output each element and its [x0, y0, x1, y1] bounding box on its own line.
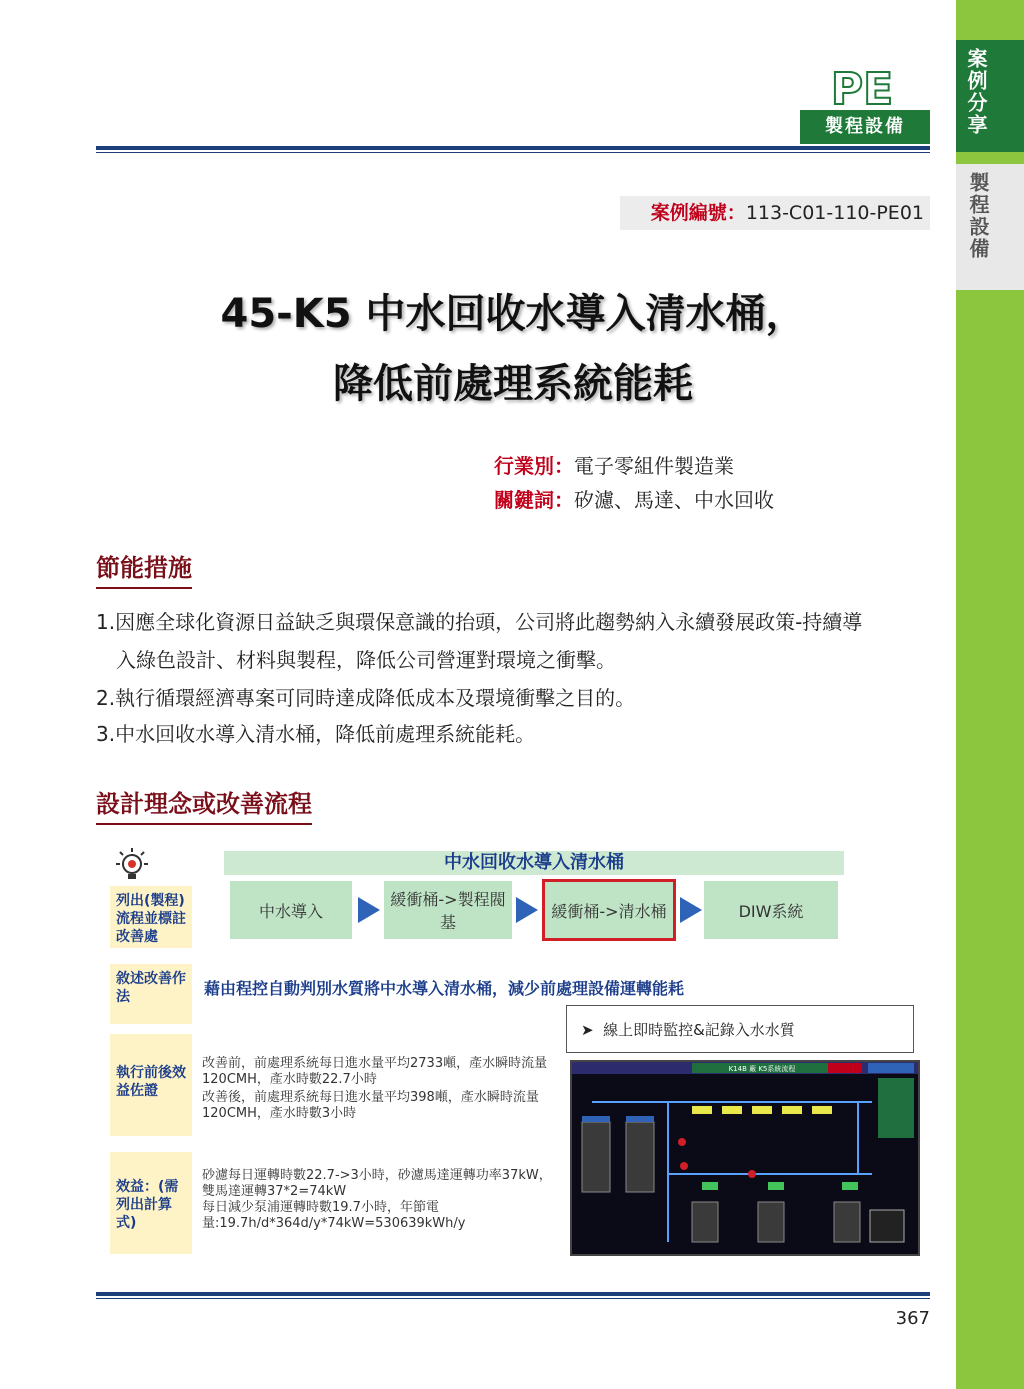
header-rule: [96, 146, 930, 150]
category-badge: 製程設備: [800, 110, 930, 144]
case-number-value: 113-C01-110-PE01: [745, 202, 924, 224]
bullet-arrow-icon: ➤: [581, 1021, 604, 1039]
case-number-label: 案例編號：: [650, 202, 746, 224]
calc-line: 雙馬達運轉37*2=74kW: [202, 1184, 347, 1199]
monitor-callout: [566, 1005, 914, 1053]
monitor-text: 線上即時監控&記錄入水水質: [603, 1021, 795, 1039]
benefit-line: 120CMH，產水時數22.7小時: [202, 1072, 377, 1087]
measure-line: 3.中水回收水導入清水桶，降低前處理系統能耗。: [96, 722, 536, 746]
page-number: 367: [895, 1308, 930, 1329]
benefit-line: 改善前，前處理系統每日進水量平均2733噸，產水瞬時流量: [202, 1056, 548, 1071]
industry-label: 行業別：: [494, 454, 574, 478]
keyword-label: 關鍵詞：: [494, 488, 574, 512]
footer-rule-thin: [96, 1298, 930, 1299]
scada-screenshot: [570, 1060, 920, 1256]
calc-line: 砂濾每日運轉時數22.7->3小時，砂濾馬達運轉功率37kW，: [202, 1168, 552, 1183]
case-number: [620, 196, 930, 230]
flow-step: DIW系統: [704, 881, 838, 939]
header-rule-thin: [96, 152, 930, 153]
arrow-right-icon: [516, 897, 538, 923]
method-text: 藉由程控自動判別水質將中水導入清水桶，減少前處理設備運轉能耗: [204, 979, 685, 998]
label-flow: 列出(製程)流程並標註改善處: [110, 886, 192, 948]
svg-text:PE: PE: [830, 66, 894, 110]
measure-line: 2.執行循環經濟專案可同時達成降低成本及環境衝擊之目的。: [96, 686, 636, 710]
keyword-value: 矽濾、馬達、中水回收: [574, 488, 774, 512]
footer-rule: [96, 1292, 930, 1296]
lightbulb-icon: [112, 846, 152, 882]
label-method: 敘述改善作法: [110, 964, 192, 1024]
measure-line: 1.因應全球化資源日益缺乏與環保意識的抬頭，公司將此趨勢納入永續發展政策-持續導: [96, 610, 863, 634]
label-calc: 效益：(需列出計算式): [110, 1152, 192, 1254]
industry-row: [494, 450, 734, 479]
arrow-right-icon: [358, 897, 380, 923]
svg-text:K14B 廠 K5系統流程: K14B 廠 K5系統流程: [728, 1065, 796, 1073]
benefit-line: 120CMH，產水時數3小時: [202, 1106, 357, 1121]
pe-logo: [806, 66, 918, 110]
scada-diagram: [572, 1062, 918, 1254]
infographic-banner: 中水回收水導入清水桶: [224, 851, 844, 875]
measure-line: 入綠色設計、材料與製程，降低公司營運對環境之衝擊。: [116, 648, 616, 672]
keyword-row: [494, 484, 774, 513]
benefit-line: 改善後，前處理系統每日進水量平均398噸，產水瞬時流量: [202, 1090, 539, 1105]
flow-step: 中水導入: [230, 881, 352, 939]
page-title-line1: 45-K5 中水回收水導入清水桶，: [220, 291, 806, 337]
industry-value: 電子零組件製造業: [574, 454, 734, 478]
case-share-label: 案例分享: [964, 48, 988, 136]
calc-line: 量:19.7h/d*364d/y*74kW=530639kWh/y: [202, 1216, 466, 1231]
label-benefit: 執行前後效益佐證: [110, 1034, 192, 1136]
section-heading-measures: 節能措施: [96, 548, 192, 589]
page-title-line2: 降低前處理系統能耗: [333, 361, 693, 407]
category-tab-label: 製程設備: [966, 172, 990, 260]
calc-line: 每日減少泵浦運轉時數19.7小時，年節電: [202, 1200, 439, 1215]
flow-step: 緩衝桶->製程閥基: [384, 881, 512, 939]
section-heading-design: 設計理念或改善流程: [96, 784, 312, 825]
flow-step-highlighted: 緩衝桶->清水桶: [542, 879, 676, 941]
arrow-right-icon: [680, 897, 702, 923]
